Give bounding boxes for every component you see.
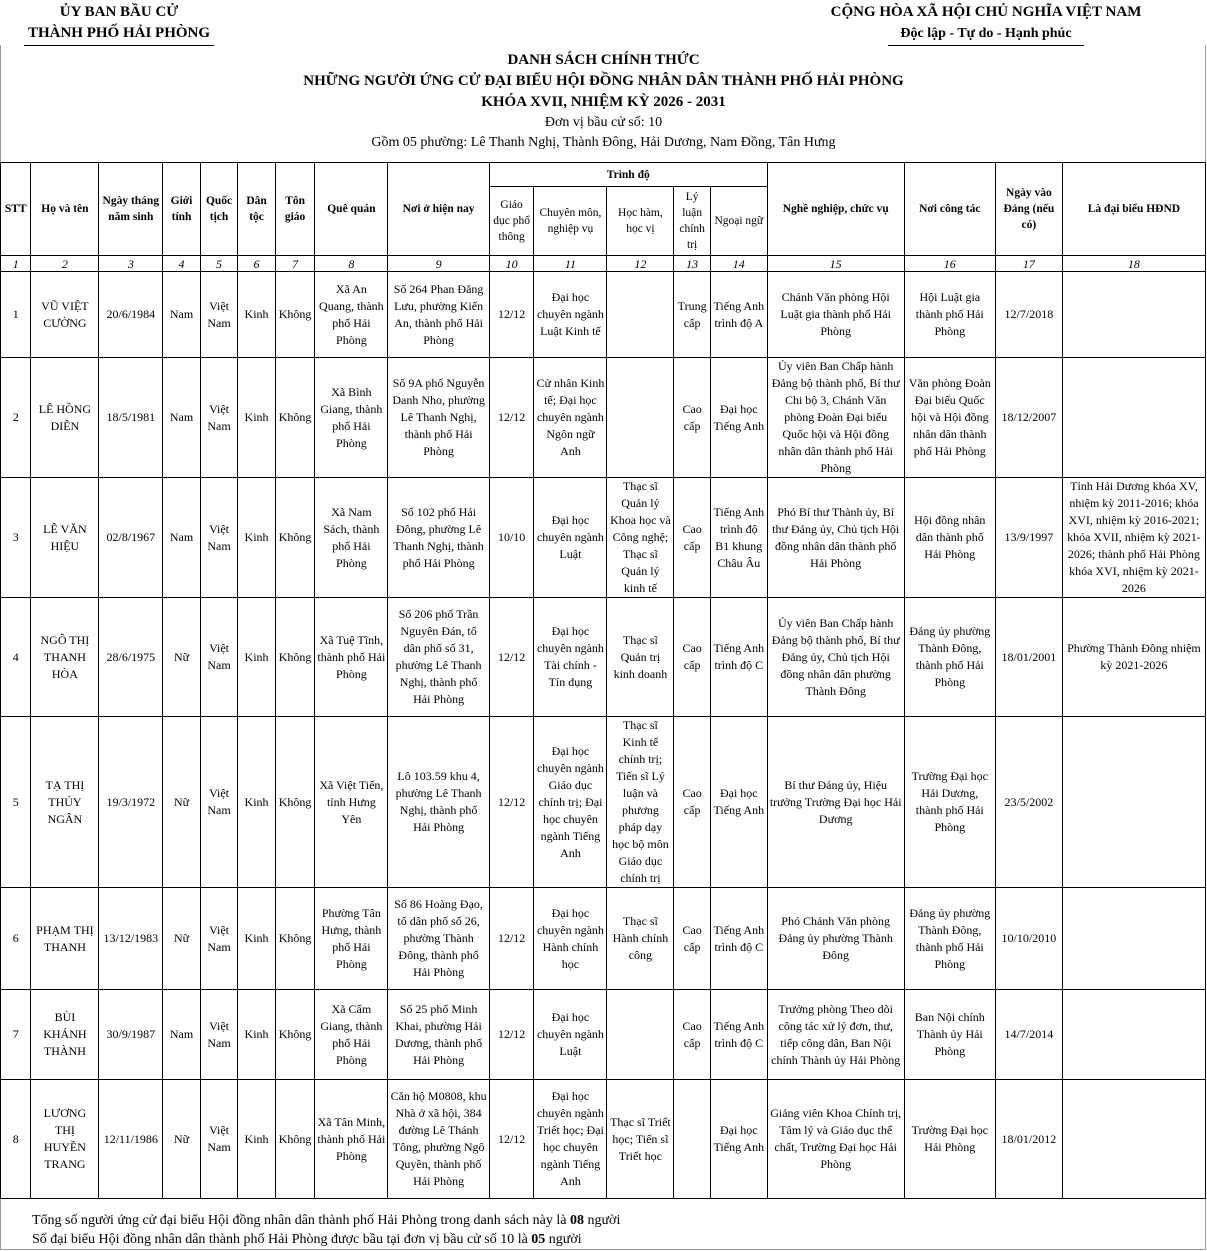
cell-party-date: 12/7/2018 bbox=[995, 272, 1062, 358]
candidate-row bbox=[1, 1080, 1206, 1199]
cell-language: Tiếng Anh trình độ B1 khung Châu Âu bbox=[710, 478, 767, 598]
cell-political: Cao cấp bbox=[674, 598, 711, 717]
cell-religion: Không bbox=[275, 598, 315, 717]
cell-political: Cao cấp bbox=[674, 888, 711, 990]
cell-ethnicity: Kinh bbox=[238, 272, 276, 358]
footer-elected-text: Số đại biểu Hội đồng nhân dân thành phố Hải Phòng được bầu tại đơn vị bầu cử số 10 là bbox=[32, 1232, 528, 1247]
cell-nationality: Việt Nam bbox=[200, 990, 238, 1080]
national-header bbox=[800, 2, 1172, 46]
cell-nationality: Việt Nam bbox=[200, 598, 238, 717]
cell-party-date: 18/01/2001 bbox=[995, 598, 1062, 717]
cell-religion: Không bbox=[275, 888, 315, 990]
cell-degree: Thạc sĩ Hành chính công bbox=[607, 888, 674, 990]
cell-nationality: Việt Nam bbox=[200, 358, 238, 478]
cell-party-date: 23/5/2002 bbox=[995, 717, 1062, 888]
cell-dob: 30/9/1987 bbox=[99, 990, 163, 1080]
cell-council bbox=[1062, 358, 1205, 478]
cell-degree bbox=[607, 272, 674, 358]
cell-residence: Số 86 Hoàng Đạo, tổ dân phố số 26, phường Thành Đông, thành phố Hải Phòng bbox=[388, 888, 489, 990]
cell-religion: Không bbox=[275, 990, 315, 1080]
cell-gender: Nữ bbox=[163, 717, 201, 888]
cell-name: LÊ HỒNG DIÊN bbox=[31, 358, 99, 478]
cell-degree: Thạc sĩ Triết học; Tiến sĩ Triết học bbox=[607, 1080, 674, 1199]
cell-language: Đại học Tiếng Anh bbox=[710, 358, 767, 478]
col-nationality: Quốc tịch bbox=[200, 163, 238, 256]
issuer-line2: THÀNH PHỐ HẢI PHÒNG bbox=[24, 23, 214, 46]
cell-workplace: Đảng ủy phường Thành Đông, thành phố Hải Phòng bbox=[904, 598, 995, 717]
cell-stt: 8 bbox=[1, 1080, 31, 1199]
column-number: 17 bbox=[995, 256, 1062, 272]
cell-council bbox=[1062, 717, 1205, 888]
footer-total-text: Tổng số người ứng cử đại biểu Hội đồng nhân dân thành phố Hải Phòng trong danh sách này là bbox=[32, 1213, 567, 1228]
candidate-row bbox=[1, 358, 1206, 478]
column-number: 15 bbox=[767, 256, 904, 272]
candidate-row bbox=[1, 990, 1206, 1080]
cell-name: LƯƠNG THỊ HUYỀN TRANG bbox=[31, 1080, 99, 1199]
candidate-row bbox=[1, 272, 1206, 358]
cell-religion: Không bbox=[275, 717, 315, 888]
candidate-row bbox=[1, 888, 1206, 990]
title-line3: KHÓA XVII, NHIỆM KỲ 2026 - 2031 bbox=[481, 94, 726, 110]
cell-name: PHẠM THỊ THANH bbox=[31, 888, 99, 990]
column-number: 14 bbox=[710, 256, 767, 272]
cell-gender: Nam bbox=[163, 478, 201, 598]
cell-nationality: Việt Nam bbox=[200, 717, 238, 888]
column-number: 16 bbox=[904, 256, 995, 272]
cell-occupation: Chánh Văn phòng Hội Luật gia thành phố Hải Phòng bbox=[767, 272, 904, 358]
cell-occupation: Giảng viên Khoa Chính trị, Tâm lý và Giáo dục thể chất, Trường Đại học Hải Phòng bbox=[767, 1080, 904, 1199]
col-hometown: Quê quán bbox=[315, 163, 388, 256]
cell-ethnicity: Kinh bbox=[238, 358, 276, 478]
cell-general: 12/12 bbox=[489, 272, 534, 358]
cell-dob: 19/3/1972 bbox=[99, 717, 163, 888]
col-professional: Chuyên môn, nghiệp vụ bbox=[534, 187, 607, 256]
cell-ethnicity: Kinh bbox=[238, 478, 276, 598]
cell-language: Tiếng Anh trình độ A bbox=[710, 272, 767, 358]
cell-degree: Thạc sĩ Quản trị kinh doanh bbox=[607, 598, 674, 717]
cell-occupation: Ủy viên Ban Chấp hành Đảng bộ thành phố, Bí thư Chi bộ 3, Chánh Văn phòng Đoàn Đại biểu Quốc hội và Hội đồng nhân dân thành phố Hải Phòng bbox=[767, 358, 904, 478]
cell-political bbox=[674, 1080, 711, 1199]
cell-dob: 20/6/1984 bbox=[99, 272, 163, 358]
col-occupation: Nghề nghiệp, chức vụ bbox=[767, 163, 904, 256]
cell-political: Cao cấp bbox=[674, 717, 711, 888]
candidate-row bbox=[1, 598, 1206, 717]
cell-political: Cao cấp bbox=[674, 358, 711, 478]
cell-ethnicity: Kinh bbox=[238, 717, 276, 888]
cell-general: 12/12 bbox=[489, 598, 534, 717]
cell-gender: Nam bbox=[163, 990, 201, 1080]
column-number: 2 bbox=[31, 256, 99, 272]
cell-workplace: Đảng ủy phường Thành Đông, thành phố Hải Phòng bbox=[904, 888, 995, 990]
cell-general: 12/12 bbox=[489, 990, 534, 1080]
cell-ethnicity: Kinh bbox=[238, 1080, 276, 1199]
cell-council bbox=[1062, 1080, 1205, 1199]
cell-dob: 28/6/1975 bbox=[99, 598, 163, 717]
cell-stt: 6 bbox=[1, 888, 31, 990]
cell-degree: Thạc sĩ Kinh tế chính trị; Tiến sĩ Lý luận và phương pháp dạy học bộ môn Giáo dục chính trị bbox=[607, 717, 674, 888]
cell-language: Đại học Tiếng Anh bbox=[710, 1080, 767, 1199]
footer-total-unit: người bbox=[587, 1213, 621, 1228]
cell-hometown: Xã Việt Tiến, tỉnh Hưng Yên bbox=[315, 717, 388, 888]
cell-general: 12/12 bbox=[489, 717, 534, 888]
cell-professional: Đại học chuyên ngành Triết học; Đại học chuyên ngành Tiếng Anh bbox=[534, 1080, 607, 1199]
cell-ethnicity: Kinh bbox=[238, 598, 276, 717]
cell-hometown: Xã Tân Minh, thành phố Hải Phòng bbox=[315, 1080, 388, 1199]
cell-council: Phường Thành Đông nhiệm kỳ 2021-2026 bbox=[1062, 598, 1205, 717]
cell-professional: Đại học chuyên ngành Luật bbox=[534, 478, 607, 598]
cell-council bbox=[1062, 990, 1205, 1080]
column-number: 7 bbox=[275, 256, 315, 272]
cell-degree: Thạc sĩ Quản lý Khoa học và Công nghệ; Thạc sĩ Quản lý kinh tế bbox=[607, 478, 674, 598]
national-title: CỘNG HÒA XÃ HỘI CHỦ NGHĨA VIỆT NAM bbox=[830, 4, 1142, 20]
cell-stt: 3 bbox=[1, 478, 31, 598]
cell-hometown: Xã An Quang, thành phố Hải Phòng bbox=[315, 272, 388, 358]
cell-stt: 7 bbox=[1, 990, 31, 1080]
cell-gender: Nữ bbox=[163, 598, 201, 717]
cell-degree bbox=[607, 990, 674, 1080]
cell-professional: Cử nhân Kinh tế; Đại học chuyên ngành Ngôn ngữ Anh bbox=[534, 358, 607, 478]
column-number: 4 bbox=[163, 256, 201, 272]
footer-total-line bbox=[32, 1211, 620, 1230]
cell-religion: Không bbox=[275, 478, 315, 598]
col-name: Họ và tên bbox=[31, 163, 99, 256]
cell-residence: Số 25 phố Minh Khai, phường Hải Dương, thành phố Hải Phòng bbox=[388, 990, 489, 1080]
column-number: 13 bbox=[674, 256, 711, 272]
cell-hometown: Xã Cẩm Giang, thành phố Hải Phòng bbox=[315, 990, 388, 1080]
cell-council bbox=[1062, 272, 1205, 358]
issuer-header bbox=[14, 2, 224, 46]
cell-gender: Nam bbox=[163, 358, 201, 478]
cell-workplace: Trường Đại học Hải Dương, thành phố Hải Phòng bbox=[904, 717, 995, 888]
cell-party-date: 18/01/2012 bbox=[995, 1080, 1062, 1199]
col-party-date: Ngày vào Đảng (nếu có) bbox=[995, 163, 1062, 256]
footer-total-count: 08 bbox=[569, 1213, 584, 1228]
cell-religion: Không bbox=[275, 272, 315, 358]
cell-residence: Số 206 phố Trần Nguyên Đán, tổ dân phố số 31, phường Lê Thanh Nghị, thành phố Hải Phòng bbox=[388, 598, 489, 717]
cell-residence: Số 9A phố Nguyễn Danh Nho, phường Lê Thanh Nghị, thành phố Hải Phòng bbox=[388, 358, 489, 478]
cell-hometown: Xã Tuệ Tĩnh, thành phố Hải Phòng bbox=[315, 598, 388, 717]
footer-elected-line bbox=[32, 1230, 620, 1249]
cell-residence: Lô 103.59 khu 4, phường Lê Thanh Nghị, thành phố Hải Phòng bbox=[388, 717, 489, 888]
cell-name: BÙI KHÁNH THÀNH bbox=[31, 990, 99, 1080]
cell-professional: Đại học chuyên ngành Luật bbox=[534, 990, 607, 1080]
column-number: 9 bbox=[388, 256, 489, 272]
cell-name: LÊ VĂN HIỆU bbox=[31, 478, 99, 598]
cell-gender: Nam bbox=[163, 272, 201, 358]
cell-hometown: Xã Nam Sách, thành phố Hải Phòng bbox=[315, 478, 388, 598]
cell-dob: 02/8/1967 bbox=[99, 478, 163, 598]
col-political: Lý luận chính trị bbox=[674, 187, 711, 256]
cell-general: 12/12 bbox=[489, 1080, 534, 1199]
cell-professional: Đại học chuyên ngành Hành chính học bbox=[534, 888, 607, 990]
cell-nationality: Việt Nam bbox=[200, 272, 238, 358]
col-education-group: Trình độ bbox=[489, 163, 767, 187]
col-degree: Học hàm, học vị bbox=[607, 187, 674, 256]
cell-name: NGÔ THỊ THANH HÒA bbox=[31, 598, 99, 717]
column-number: 6 bbox=[238, 256, 276, 272]
cell-party-date: 18/12/2007 bbox=[995, 358, 1062, 478]
national-motto: Độc lập - Tự do - Hạnh phúc bbox=[888, 23, 1083, 46]
title-line1: DANH SÁCH CHÍNH THỨC bbox=[507, 52, 700, 68]
cell-gender: Nữ bbox=[163, 1080, 201, 1199]
cell-dob: 13/12/1983 bbox=[99, 888, 163, 990]
candidate-row bbox=[1, 717, 1206, 888]
cell-workplace: Trường Đại học Hải Phòng bbox=[904, 1080, 995, 1199]
issuer-line1: ỦY BAN BẦU CỬ bbox=[59, 4, 179, 20]
cell-occupation: Bí thư Đảng ủy, Hiệu trưởng Trường Đại học Hải Dương bbox=[767, 717, 904, 888]
cell-workplace: Hội Luật gia thành phố Hải Phòng bbox=[904, 272, 995, 358]
column-number: 18 bbox=[1062, 256, 1205, 272]
cell-party-date: 13/9/1997 bbox=[995, 478, 1062, 598]
cell-nationality: Việt Nam bbox=[200, 478, 238, 598]
candidate-row bbox=[1, 478, 1206, 598]
cell-general: 12/12 bbox=[489, 358, 534, 478]
col-general: Giáo dục phổ thông bbox=[489, 187, 534, 256]
cell-occupation: Phó Bí thư Thành ủy, Bí thư Đảng ủy, Chủ tịch Hội đồng nhân dân thành phố Hải Phòng bbox=[767, 478, 904, 598]
cell-occupation: Ủy viên Ban Chấp hành Đảng bộ thành phố, Bí thư Đảng ủy, Chủ tịch Hội đồng nhân dân phường Thành Đông bbox=[767, 598, 904, 717]
cell-party-date: 10/10/2010 bbox=[995, 888, 1062, 990]
cell-language: Đại học Tiếng Anh bbox=[710, 717, 767, 888]
cell-occupation: Phó Chánh Văn phòng Đảng ủy phường Thành Đông bbox=[767, 888, 904, 990]
cell-gender: Nữ bbox=[163, 888, 201, 990]
col-gender: Giới tính bbox=[163, 163, 201, 256]
cell-stt: 1 bbox=[1, 272, 31, 358]
column-number: 3 bbox=[99, 256, 163, 272]
candidates-table bbox=[0, 162, 1206, 1199]
col-religion: Tôn giáo bbox=[275, 163, 315, 256]
cell-language: Tiếng Anh trình độ C bbox=[710, 990, 767, 1080]
cell-religion: Không bbox=[275, 358, 315, 478]
cell-residence: Số 264 Phan Đăng Lưu, phường Kiến An, thành phố Hải Phòng bbox=[388, 272, 489, 358]
cell-stt: 4 bbox=[1, 598, 31, 717]
title-line2: NHỮNG NGƯỜI ỨNG CỬ ĐẠI BIỂU HỘI ĐỒNG NHÂN DÂN THÀNH PHỐ HẢI PHÒNG bbox=[303, 73, 904, 89]
cell-council bbox=[1062, 888, 1205, 990]
cell-name: TẠ THỊ THÚY NGÂN bbox=[31, 717, 99, 888]
cell-workplace: Ban Nội chính Thành ủy Hải Phòng bbox=[904, 990, 995, 1080]
cell-residence: Căn hộ M0808, khu Nhà ở xã hội, 384 đường Lê Thánh Tông, phường Ngô Quyền, thành phố Hải Phòng bbox=[388, 1080, 489, 1199]
cell-language: Tiếng Anh trình độ C bbox=[710, 888, 767, 990]
footer-elected-count: 05 bbox=[531, 1232, 546, 1247]
cell-stt: 2 bbox=[1, 358, 31, 478]
column-number: 10 bbox=[489, 256, 534, 272]
cell-professional: Đại học chuyên ngành Tài chính - Tín dụng bbox=[534, 598, 607, 717]
cell-religion: Không bbox=[275, 1080, 315, 1199]
cell-general: 10/10 bbox=[489, 478, 534, 598]
cell-stt: 5 bbox=[1, 717, 31, 888]
electoral-unit: Đơn vị bầu cử số: 10 bbox=[544, 115, 663, 130]
cell-occupation: Trưởng phòng Theo dõi công tác xử lý đơn, thư, tiếp công dân, Ban Nội chính Thành ủy Hải Phòng bbox=[767, 990, 904, 1080]
column-number: 5 bbox=[200, 256, 238, 272]
cell-hometown: Phường Tân Hưng, thành phố Hải Phòng bbox=[315, 888, 388, 990]
cell-workplace: Văn phòng Đoàn Đại biểu Quốc hội và Hội đồng nhân dân thành phố Hải Phòng bbox=[904, 358, 995, 478]
document-title-block bbox=[0, 50, 1207, 153]
footer-elected-unit: người bbox=[548, 1232, 582, 1247]
column-number: 8 bbox=[315, 256, 388, 272]
cell-ethnicity: Kinh bbox=[238, 990, 276, 1080]
column-number: 12 bbox=[607, 256, 674, 272]
cell-nationality: Việt Nam bbox=[200, 1080, 238, 1199]
col-workplace: Nơi công tác bbox=[904, 163, 995, 256]
cell-political: Cao cấp bbox=[674, 990, 711, 1080]
column-number: 1 bbox=[1, 256, 31, 272]
wards-list: Gồm 05 phường: Lê Thanh Nghị, Thành Đông, Hải Dương, Nam Đồng, Tân Hưng bbox=[371, 135, 836, 150]
col-ethnicity: Dân tộc bbox=[238, 163, 276, 256]
cell-workplace: Hội đồng nhân dân thành phố Hải Phòng bbox=[904, 478, 995, 598]
cell-council: Tỉnh Hải Dương khóa XV, nhiệm kỳ 2011-2016; khóa XVI, nhiệm kỳ 2016-2021; khóa XVII, nhiệm kỳ 2021-2026; thành phố Hải Phòng khóa XVI, nhiệm kỳ 2021-2026 bbox=[1062, 478, 1205, 598]
cell-dob: 18/5/1981 bbox=[99, 358, 163, 478]
col-stt: STT bbox=[1, 163, 31, 256]
col-dob: Ngày tháng năm sinh bbox=[99, 163, 163, 256]
cell-political: Cao cấp bbox=[674, 478, 711, 598]
cell-nationality: Việt Nam bbox=[200, 888, 238, 990]
cell-political: Trung cấp bbox=[674, 272, 711, 358]
cell-language: Tiếng Anh trình độ C bbox=[710, 598, 767, 717]
cell-residence: Số 102 phố Hải Đông, phường Lê Thanh Nghị, thành phố Hải Phòng bbox=[388, 478, 489, 598]
col-residence: Nơi ở hiện nay bbox=[388, 163, 489, 256]
column-number-row bbox=[1, 256, 1206, 272]
cell-degree bbox=[607, 358, 674, 478]
cell-dob: 12/11/1986 bbox=[99, 1080, 163, 1199]
cell-professional: Đại học chuyên ngành Luật Kinh tế bbox=[534, 272, 607, 358]
cell-general: 12/12 bbox=[489, 888, 534, 990]
cell-professional: Đại học chuyên ngành Giáo dục chính trị; Đại học chuyên ngành Tiếng Anh bbox=[534, 717, 607, 888]
cell-ethnicity: Kinh bbox=[238, 888, 276, 990]
summary-footer bbox=[32, 1211, 620, 1249]
col-language: Ngoại ngữ bbox=[710, 187, 767, 256]
cell-hometown: Xã Bình Giang, thành phố Hải Phòng bbox=[315, 358, 388, 478]
column-number: 11 bbox=[534, 256, 607, 272]
col-council: Là đại biểu HĐND bbox=[1062, 163, 1205, 256]
cell-name: VŨ VIỆT CƯỜNG bbox=[31, 272, 99, 358]
cell-party-date: 14/7/2014 bbox=[995, 990, 1062, 1080]
